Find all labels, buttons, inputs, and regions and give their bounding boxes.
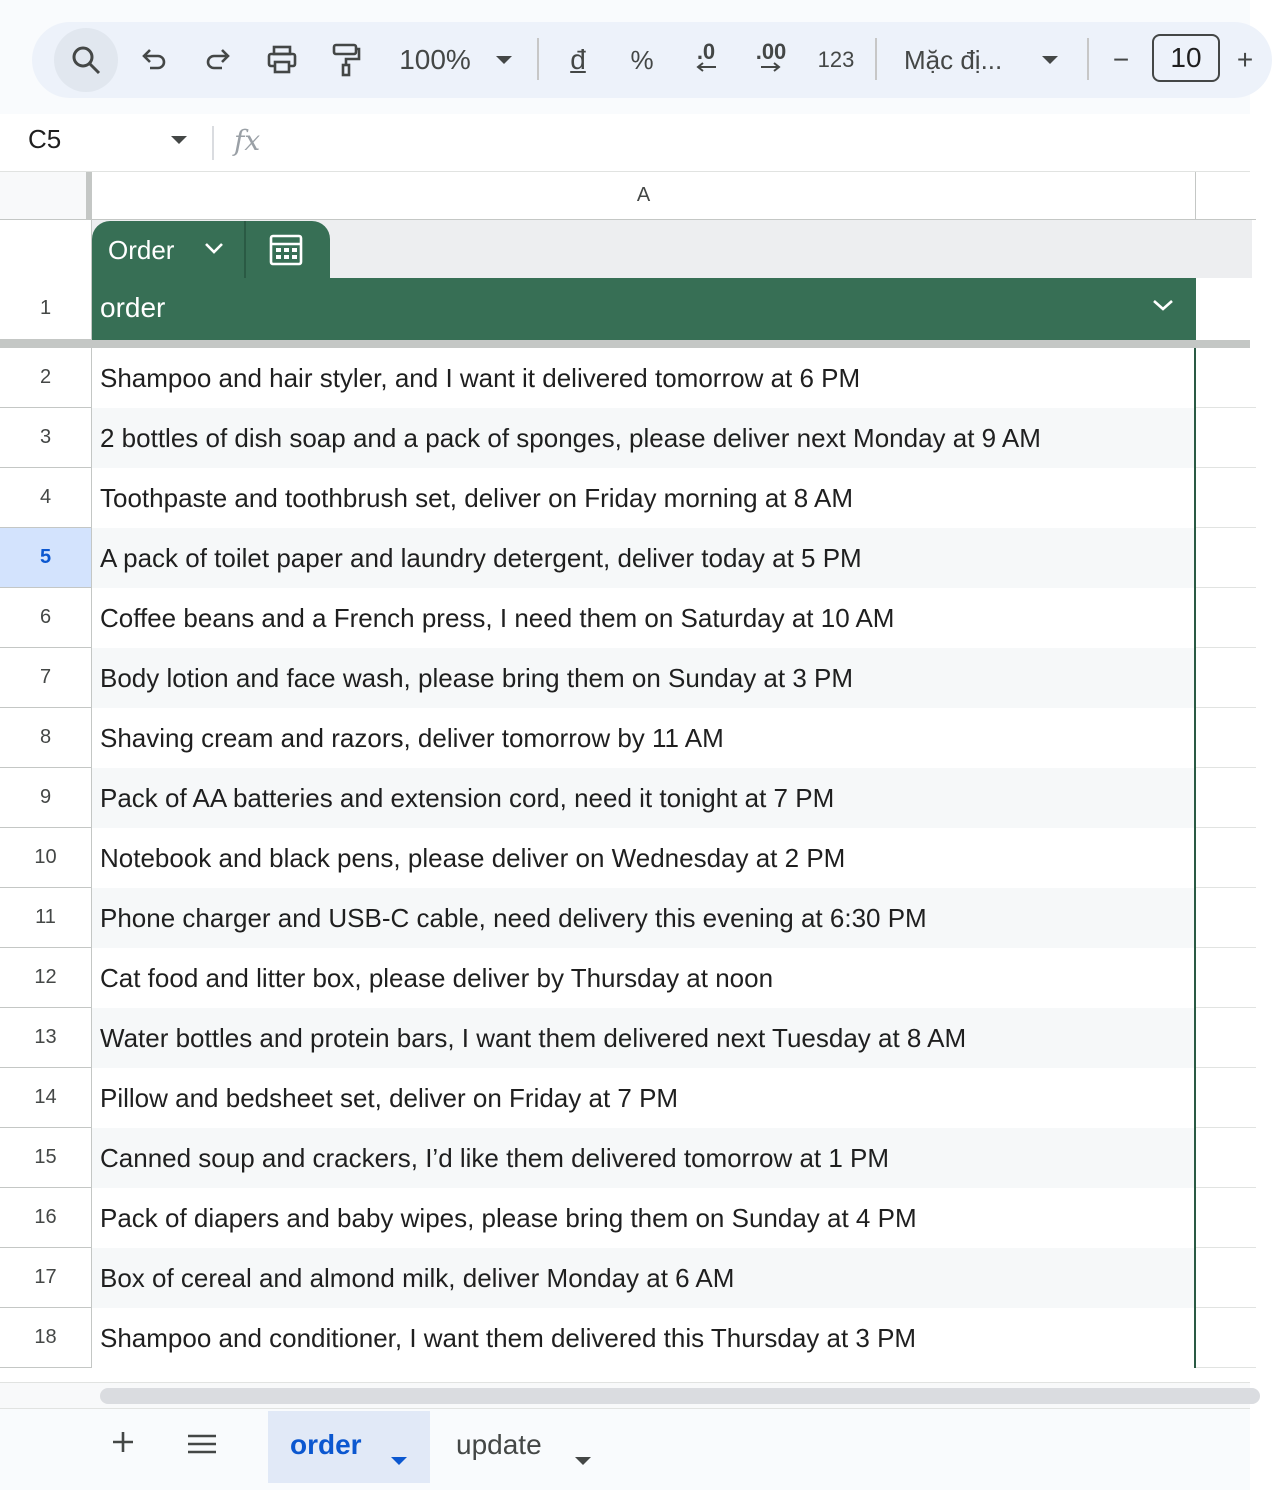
printer-icon: [266, 45, 298, 75]
column-menu-button[interactable]: [1152, 298, 1174, 317]
column-header-b[interactable]: [1196, 172, 1256, 220]
empty-cell[interactable]: [1196, 528, 1256, 588]
sheet-tab-menu-button[interactable]: [390, 1441, 408, 1473]
table-tab[interactable]: [92, 221, 330, 279]
chevron-down-icon: [1152, 298, 1174, 312]
row-header[interactable]: 16: [0, 1188, 92, 1248]
decrease-decimal-label: .0: [696, 39, 716, 64]
add-sheet-button[interactable]: [110, 1429, 136, 1460]
order-cell[interactable]: Phone charger and USB-C cable, need delivery this evening at 6:30 PM: [92, 888, 1196, 948]
print-button[interactable]: [260, 22, 304, 98]
table-grid-icon: [268, 233, 304, 267]
column-name: order: [100, 292, 166, 323]
frozen-row-divider[interactable]: [0, 340, 1250, 348]
increase-decimal-label: .00: [755, 39, 787, 64]
table-menu-button[interactable]: [204, 241, 224, 260]
undo-button[interactable]: [132, 22, 176, 98]
sheet-tab-order[interactable]: [268, 1411, 430, 1483]
order-cell[interactable]: Shampoo and hair styler, and I want it delivered tomorrow at 6 PM: [92, 348, 1196, 408]
row-header[interactable]: 8: [0, 708, 92, 768]
toolbar-divider: [537, 38, 539, 80]
empty-cell[interactable]: [1196, 888, 1256, 948]
row-header[interactable]: 13: [0, 1008, 92, 1068]
empty-cell[interactable]: [1196, 1248, 1256, 1308]
order-cell[interactable]: Pack of diapers and baby wipes, please bring them on Sunday at 4 PM: [92, 1188, 1196, 1248]
arrow-right-icon: [760, 62, 782, 72]
empty-cell[interactable]: [1196, 948, 1256, 1008]
column-header-a[interactable]: [92, 172, 1196, 220]
caret-down-icon: [170, 135, 188, 145]
empty-cell[interactable]: [1196, 828, 1256, 888]
order-cell[interactable]: Pack of AA batteries and extension cord, need it tonight at 7 PM: [92, 768, 1196, 828]
caret-down-icon: [1041, 55, 1059, 65]
column-label: A: [636, 184, 651, 206]
decrease-font-size-button[interactable]: [1106, 22, 1136, 98]
sheet-tab-label: order: [290, 1429, 362, 1460]
empty-cell[interactable]: [1196, 408, 1256, 468]
currency-label: đ: [570, 44, 586, 75]
table-view-button[interactable]: [268, 233, 304, 272]
table-header-cell[interactable]: [92, 278, 1196, 340]
empty-cell[interactable]: [1196, 768, 1256, 828]
order-cell[interactable]: 2 bottles of dish soap and a pack of sponges, please deliver next Monday at 9 AM: [92, 408, 1196, 468]
empty-cell[interactable]: [1196, 1068, 1256, 1128]
row-header[interactable]: 14: [0, 1068, 92, 1128]
plus-icon: +: [1236, 44, 1254, 75]
sheet-tab-label: update: [456, 1429, 542, 1460]
order-cell[interactable]: Shampoo and conditioner, I want them delivered this Thursday at 3 PM: [92, 1308, 1196, 1368]
fx-icon: fx: [234, 124, 261, 157]
order-cell[interactable]: Cat food and litter box, please deliver by Thursday at noon: [92, 948, 1196, 1008]
font-name: Mặc đị...: [904, 44, 1003, 75]
search-icon: [71, 45, 101, 75]
increase-decimal-button[interactable]: [746, 22, 796, 98]
row-header[interactable]: 6: [0, 588, 92, 648]
order-cell[interactable]: Notebook and black pens, please deliver on Wednesday at 2 PM: [92, 828, 1196, 888]
row-header[interactable]: 10: [0, 828, 92, 888]
font-size-value: 10: [1170, 42, 1202, 73]
order-cell[interactable]: Canned soup and crackers, I’d like them delivered tomorrow at 1 PM: [92, 1128, 1196, 1188]
scrollbar-thumb[interactable]: [100, 1388, 1260, 1404]
table-name[interactable]: Order: [108, 235, 175, 265]
empty-cell[interactable]: [1196, 648, 1256, 708]
row-header[interactable]: 9: [0, 768, 92, 828]
redo-button[interactable]: [196, 22, 240, 98]
caret-down-icon: [495, 55, 513, 65]
order-cell[interactable]: Box of cereal and almond milk, deliver Monday at 6 AM: [92, 1248, 1196, 1308]
order-cell[interactable]: Toothpaste and toothbrush set, deliver on Friday morning at 8 AM: [92, 468, 1196, 528]
row-header[interactable]: 4: [0, 468, 92, 528]
row-header[interactable]: 12: [0, 948, 92, 1008]
row-header[interactable]: 15: [0, 1128, 92, 1188]
empty-cell[interactable]: [1196, 1188, 1256, 1248]
order-cell[interactable]: Shaving cream and razors, deliver tomorrow by 11 AM: [92, 708, 1196, 768]
paint-format-button[interactable]: [324, 22, 368, 98]
row-header[interactable]: 7: [0, 648, 92, 708]
undo-icon: [140, 46, 168, 74]
row-header[interactable]: 5: [0, 528, 92, 588]
empty-cell[interactable]: [1196, 708, 1256, 768]
minus-icon: −: [1112, 44, 1130, 75]
all-sheets-button[interactable]: [186, 1433, 218, 1460]
formula-input[interactable]: [280, 124, 1220, 162]
toolbar-divider: [1087, 38, 1089, 80]
percent-label: %: [630, 44, 654, 75]
formula-divider: [212, 126, 214, 160]
search-menus-button[interactable]: [54, 28, 118, 92]
row-header-1[interactable]: 1: [0, 278, 92, 340]
order-cell[interactable]: Coffee beans and a French press, I need them on Saturday at 10 AM: [92, 588, 1196, 648]
zoom-select[interactable]: [392, 22, 478, 98]
order-cell[interactable]: Body lotion and face wash, please bring them on Sunday at 3 PM: [92, 648, 1196, 708]
plus-icon: [110, 1429, 136, 1455]
row-header[interactable]: 11: [0, 888, 92, 948]
font-dropdown-button[interactable]: [1038, 22, 1062, 98]
sheet-tab-menu-button[interactable]: [574, 1441, 592, 1473]
table-band-row-header: [0, 220, 92, 278]
toolbar: [32, 22, 1272, 98]
row-header[interactable]: 2: [0, 348, 92, 408]
order-cell[interactable]: A pack of toilet paper and laundry detergent, deliver today at 5 PM: [92, 528, 1196, 588]
empty-cell[interactable]: [1196, 1008, 1256, 1068]
empty-cell[interactable]: [1196, 468, 1256, 528]
order-cell[interactable]: Water bottles and protein bars, I want them delivered next Tuesday at 8 AM: [92, 1008, 1196, 1068]
row-header[interactable]: 17: [0, 1248, 92, 1308]
format-percent-button[interactable]: [622, 22, 662, 98]
zoom-dropdown-button[interactable]: [492, 22, 516, 98]
zoom-value: 100%: [399, 44, 471, 75]
order-cell[interactable]: Pillow and bedsheet set, deliver on Friday at 7 PM: [92, 1068, 1196, 1128]
menu-lines-icon: [186, 1433, 218, 1455]
chevron-down-icon: [204, 241, 224, 255]
sheet-tab-update[interactable]: [440, 1411, 610, 1483]
name-box-dropdown[interactable]: [170, 132, 188, 150]
empty-cell[interactable]: [1196, 588, 1256, 648]
formula-bar: [0, 114, 1250, 172]
select-all-corner[interactable]: [0, 172, 92, 220]
empty-cell[interactable]: [1196, 1128, 1256, 1188]
horizontal-scrollbar[interactable]: [0, 1382, 1250, 1408]
empty-cell[interactable]: [1196, 348, 1256, 408]
table-tab-divider: [244, 221, 246, 279]
caret-down-icon: [390, 1456, 408, 1466]
number-format-label: 123: [817, 47, 855, 72]
more-formats-button[interactable]: [812, 22, 860, 98]
row-header[interactable]: 18: [0, 1308, 92, 1368]
arrow-left-icon: [695, 62, 717, 72]
font-select[interactable]: [904, 22, 1020, 98]
row-header[interactable]: 3: [0, 408, 92, 468]
increase-font-size-button[interactable]: [1230, 22, 1260, 98]
caret-down-icon: [574, 1456, 592, 1466]
format-currency-button[interactable]: [560, 22, 596, 98]
name-box[interactable]: C5: [28, 124, 62, 154]
empty-cell[interactable]: [1196, 1308, 1256, 1368]
paint-format-icon: [332, 43, 360, 77]
font-size-input[interactable]: [1152, 34, 1220, 82]
decrease-decimal-button[interactable]: [684, 22, 728, 98]
toolbar-divider: [875, 38, 877, 80]
sheet-tabs-bar: [0, 1408, 1250, 1490]
redo-icon: [204, 46, 232, 74]
toolbar-area: [0, 0, 1254, 114]
